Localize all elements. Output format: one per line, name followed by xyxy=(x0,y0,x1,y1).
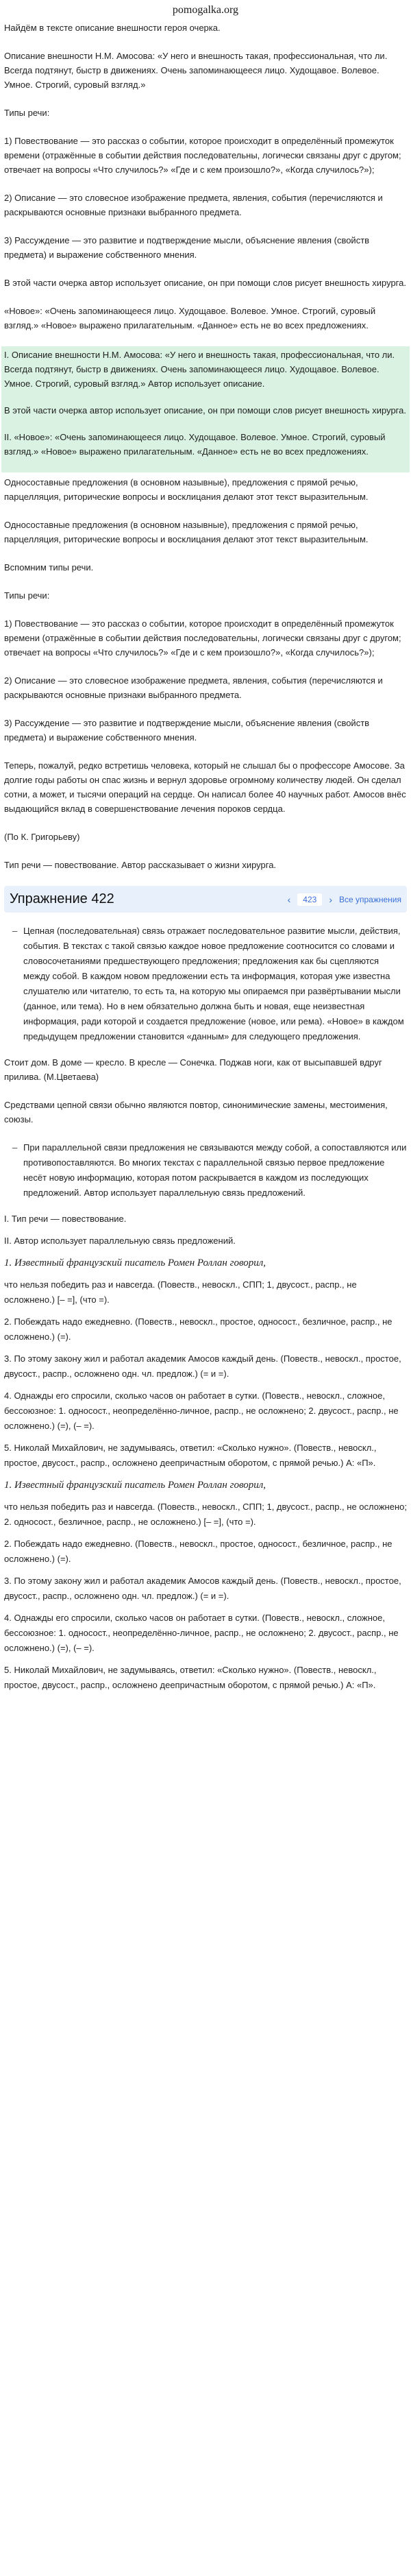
type-description-2: 2) Описание — это словесное изображение предмета, явления, события (перечисляются и раскрываются основные признаки выбранного предмета. xyxy=(4,675,383,700)
type-narration: 1) Повествование — это рассказ о событии, которое происходит в определённый промежуток времени (отражённые в событии действия последовательны, логически связаны друг с другом; отвечает на вопросы «Что случилось?» «Где и с кем произошло?», «Когда случилось?»); xyxy=(4,136,401,175)
site-header xyxy=(0,0,411,21)
sentence-2: 2. Побеждать надо ежедневно. (Повеств., невоскл., простое, односост., безличное, распр., не осложнено.) (=). xyxy=(4,1316,393,1342)
exercise-title: Упражнение 422 xyxy=(10,891,114,906)
next-arrow-icon[interactable]: › xyxy=(329,893,332,905)
site-logo[interactable]: pomogalka.org xyxy=(172,4,239,16)
theory-list xyxy=(4,924,407,1044)
types-title: Типы речи: xyxy=(4,108,50,118)
all-exercises-link[interactable]: Все упражнения xyxy=(338,894,401,904)
prev-arrow-icon[interactable]: ‹ xyxy=(287,893,291,905)
analysis-p1: Односоставные предложения (в основном назывные), предложения с прямой речью, парцелляция, риторические вопросы и восклицания делают этот текст выразительным. xyxy=(4,477,369,502)
type-answer: Тип речи — повествование. Автор рассказывает о жизни хирурга. xyxy=(4,860,277,870)
answer-block-2 xyxy=(4,1478,407,1693)
highlight-p1: I. Описание внешности Н.М. Амосова: «У него и внешность такая, профессиональная, что ли. Всегда подтянут, быстр в движениях. Очень запоминающееся лицо. Худощавое. Волевое. Умное. Строгий, суровый взгляд.» Автор использует описание. xyxy=(4,350,395,389)
para-part: В этой части очерка автор использует описание, он при помощи слов рисует внешность хирурга. xyxy=(4,278,406,288)
theory-list-2 xyxy=(4,1140,407,1201)
sentence-3: 3. По этому закону жил и работал академик Амосов каждый день. (Повеств., невоскл., простое, двусост., распр., осложнено одн. чл. предлож.) (= и =). xyxy=(4,1353,401,1379)
sentence-2b: 2. Побеждать надо ежедневно. (Повеств., невоскл., простое, односост., безличное, распр., не осложнено.) (=). xyxy=(4,1539,393,1564)
answer-link: II. Автор использует параллельную связь предложений. xyxy=(4,1236,236,1246)
types-title-2: Типы речи: xyxy=(4,590,50,601)
answer-block-1 xyxy=(4,1212,407,1471)
amosov-quote: Теперь, пожалуй, редко встретишь человека, который не слышал бы о профессоре Амосове. За долгие годы работы он спас жизнь и вернул здоровье огромному количеству людей. Он сделал сотни, а может, и тысячи операций на сердце. Он написал более 40 научных работ. Амосов внёс выдающийся вклад в совершенствование лечения пороков сердца. xyxy=(4,760,406,814)
sentence-4b: 4. Однажды его спросили, сколько часов он работает в сутки. (Повеств., невоскл., сложное, бессоюзное: 1. односост., неопределённо-личное, распр., не осложнено; 2. двусост., распр., не осложнено.) (=), (– =). xyxy=(4,1613,399,1653)
analysis-p2: Односоставные предложения (в основном назывные), предложения с прямой речью, парцелляция, риторические вопросы и восклицания делают этот текст выразительным. xyxy=(4,520,369,544)
content xyxy=(0,21,411,1693)
type-reasoning: 3) Рассуждение — это развитие и подтверждение мысли, объяснение явления (свойств предмета) и выражение собственного мнения. xyxy=(4,235,370,260)
sentence-5: 5. Николай Михайлович, не задумываясь, ответил: «Сколько нужно». (Повеств., невоскл., простое, двусост., распр., осложнено деепричастным оборотом, с прямой речью.) А: «П». xyxy=(4,1443,377,1468)
chain-means: Средствами цепной связи обычно являются повтор, синонимические замены, местоимения, союзы. xyxy=(4,1100,388,1124)
answer-highlight xyxy=(1,346,410,472)
exercise-nav xyxy=(288,893,401,906)
exercise-header xyxy=(4,886,407,913)
sentence-5b: 5. Николай Михайлович, не задумываясь, ответил: «Сколько нужно». (Повеств., невоскл., простое, двусост., распр., осложнено деепричастным оборотом, с прямой речью.) А: «П». xyxy=(4,1665,377,1690)
sentence-1b-analysis: что нельзя победить раз и навсегда. (Повеств., невоскл., СПП; 1, двусост., распр., не осложнено; 2. односост., безличное, распр., не осложнено.) [– =], (что =). xyxy=(4,1502,407,1527)
theory-parallel: – При параллельной связи предложения не связываются между собой, а сопоставляются или противопоставляются. Во многих текстах с параллельной связью первое предложение несёт новую информацию, которая потом раскрывается в каждом из последующих предложений. Автор использует параллельную связь предложений. xyxy=(16,1140,407,1201)
type-description: 2) Описание — это словесное изображение предмета, явления, события (перечисляются и раскрываются основные признаки выбранного предмета. xyxy=(4,193,383,217)
theory-chain: – Цепная (последовательная) связь отражает последовательное развитие мысли, действия, события. В текстах с такой связью каждое новое предложение соотносится со словами и словосочетаниями предшествующего предложения; предложения как бы сцепляются между собой. В каждом новом предложении есть та информация, которая уже известна слушателю или читателю, то есть та, на которую мы опираемся при развёртывании мысли (данное, или тема). Но в нем обязательно должна быть и новая, еще неизвестная информация, ради которой и создается предложение (новое, или рема). «Новое» в каждом предыдущем предложении становится «данным» для следующего предложения. xyxy=(16,924,407,1044)
exercise-counter[interactable]: 423 xyxy=(297,893,322,906)
type-narration-2: 1) Повествование — это рассказ о событии, которое происходит в определённый промежуток времени (отражённые в событии действия последовательны, логически связаны друг с другом; отвечает на вопросы «Что случилось?» «Где и с кем произошло?», «Когда случилось?»); xyxy=(4,618,401,658)
type-reasoning-2: 3) Рассуждение — это развитие и подтверждение мысли, объяснение явления (свойств предмета) и выражение собственного мнения. xyxy=(4,718,370,743)
sentence-1: 1. Известный французский писатель Ромен Роллан говорил, xyxy=(4,1257,266,1268)
sentence-1-analysis: что нельзя победить раз и навсегда. (Повеств., невоскл., СПП; 1, двусост., распр., не осложнено.) [– =], (что =). xyxy=(4,1279,357,1305)
sentence-4: 4. Однажды его спросили, сколько часов он работает в сутки. (Повеств., невоскл., сложное, бессоюзное: 1. односост., неопределённо-личное, распр., не осложнено; 2. двусост., распр., не осложнено.) (=), (– =). xyxy=(4,1391,399,1431)
new-note: «Новое»: «Очень запоминающееся лицо. Худощавое. Волевое. Умное. Строгий, суровый взгляд.» «Новое» выражено прилагательным. «Данное» есть не во всех предложениях. xyxy=(4,306,376,330)
remember-types: Вспомним типы речи. xyxy=(4,562,94,573)
quote-author: (По К. Григорьеву) xyxy=(4,832,80,842)
task-prompt: Найдём в тексте описание внешности героя очерка. xyxy=(4,23,221,33)
highlight-p2: В этой части очерка автор использует описание, он при помощи слов рисует внешность хирурга. xyxy=(4,405,406,416)
answer-type: I. Тип речи — повествование. xyxy=(4,1214,127,1224)
sentence-1b: 1. Известный французский писатель Ромен Роллан говорил, xyxy=(4,1480,266,1491)
chain-example: Стоит дом. В доме — кресло. В кресле — Сонечка. Поджав ноги, как от высыпавшей вдруг прилива. (М.Цветаева) xyxy=(4,1057,382,1082)
desc-paragraph: Описание внешности Н.М. Амосова: «У него и внешность такая, профессиональная, что ли. Всегда подтянут, быстр в движениях. Очень запоминающееся лицо. Худощавое. Волевое. Умное. Строгий, суровый взгляд.» xyxy=(4,51,388,90)
sentence-3b: 3. По этому закону жил и работал академик Амосов каждый день. (Повеств., невоскл., простое, двусост., распр., осложнено одн. чл. предлож.) (= и =). xyxy=(4,1576,401,1601)
highlight-p3: II. «Новое»: «Очень запоминающееся лицо. Худощавое. Волевое. Умное. Строгий, суровый взгляд.» «Новое» выражено прилагательным. «Данное» есть не во всех предложениях. xyxy=(4,432,386,457)
